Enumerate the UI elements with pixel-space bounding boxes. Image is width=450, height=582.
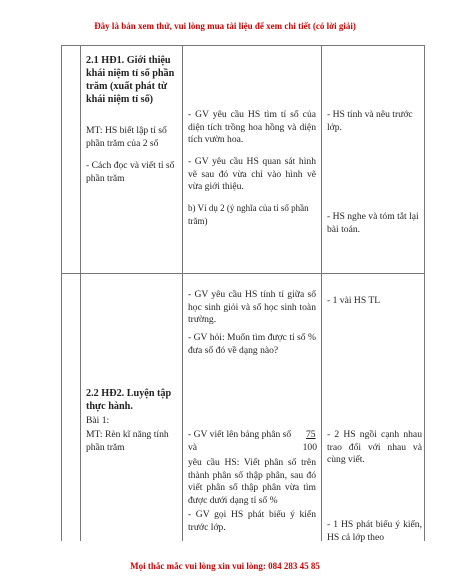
fraction-numerator: 75 xyxy=(306,429,316,440)
table-divider xyxy=(321,45,322,541)
objective-text: - Cách đọc và viết tỉ số phần trăm xyxy=(86,160,175,184)
table-divider xyxy=(182,45,183,541)
student-activity: - HS tính và nêu trước lớp. xyxy=(327,109,413,133)
table-divider xyxy=(80,45,81,541)
table-row-divider xyxy=(61,273,425,274)
student-activity: - 1 vài HS TL xyxy=(327,295,381,306)
section-title: 2.2 HĐ2. Luyện tập thực hành. xyxy=(86,388,172,412)
teacher-activity: - GV hỏi: Muốn tìm được tỉ số % đưa số đó về dạng nào? xyxy=(188,332,316,356)
conjunction-text: và xyxy=(188,442,198,453)
preview-banner: Đây là bản xem thử, vui lòng mua tài liệu để xem chi tiết (có lời giải) xyxy=(94,21,356,31)
lesson-table xyxy=(61,45,425,541)
section-title: 2.1 HĐ1. Giới thiệu khái niệm tỉ số phần trăm (xuất phát từ khái niệm tỉ số) xyxy=(86,55,175,105)
student-activity: - 2 HS ngồi cạnh nhau trao đổi với nhau và cùng viết. xyxy=(327,429,422,466)
teacher-activity: - GV yêu cầu HS tìm tỉ số của diện tích trồng hoa hồng và diện tích vườn hoa. xyxy=(188,109,316,146)
objective-text: MT: HS biết lập tỉ số phần trăm của 2 số xyxy=(86,125,167,149)
table-border-right xyxy=(424,45,425,541)
contact-banner: Mọi thắc mắc vui lòng xin vui lòng: 084 283 45 85 xyxy=(130,561,320,571)
example-text: b) Ví dụ 2 (ý nghĩa của tỉ số phần trăm) xyxy=(188,203,309,226)
teacher-activity: - GV yêu cầu HS tính tỉ giữa số học sinh giỏi và số học sinh toàn trường. xyxy=(188,289,316,326)
teacher-activity: - GV viết lên bảng phân số xyxy=(188,429,292,440)
exercise-label: Bài 1: xyxy=(86,415,110,426)
student-activity: - HS nghe và tóm tắt lại bài toán. xyxy=(327,211,419,235)
student-activity: - 1 HS phát biểu ý kiến, HS cả lớp theo xyxy=(327,519,422,543)
teacher-activity: yêu cầu HS: Viết phân số trên thành phân số thập phân, sau đó viết phân số thập phân vừa tìm được dưới dạng tỉ số % xyxy=(188,457,316,506)
teacher-activity: - GV yêu cầu HS quan sát hình vẽ sau đó vừa chỉ vào hình vẽ vừa giới thiệu. xyxy=(188,156,316,193)
teacher-activity: - GV gọi HS phát biểu ý kiến trước lớp. xyxy=(188,509,316,533)
fraction-denominator: 100 xyxy=(302,442,317,453)
objective-text: MT: Rèn kĩ năng tính phần trăm xyxy=(86,429,169,453)
table-border-left xyxy=(61,45,62,541)
table-border-top xyxy=(61,45,425,46)
